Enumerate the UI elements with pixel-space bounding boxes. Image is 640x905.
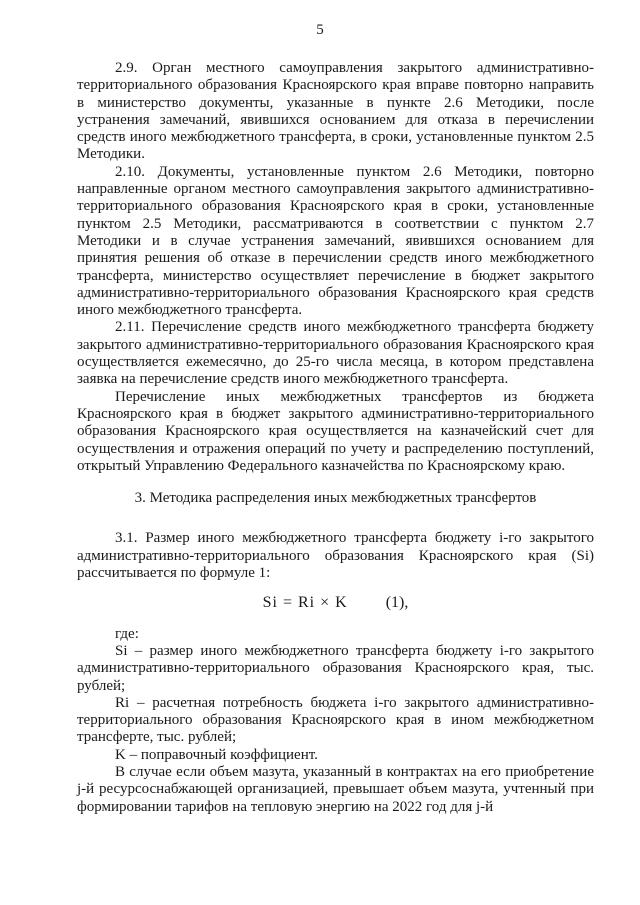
paragraph-3-1: 3.1. Размер иного межбюджетного трансферта бюджету i-го закрытого административно-территориального образования Красноярского края (Si) рассчитывается по формуле 1:	[77, 530, 594, 582]
document-body	[77, 60, 594, 816]
formula-expression: Si = Ri × K	[262, 594, 348, 612]
paragraph-2-11: 2.11. Перечисление средств иного межбюджетного трансферта бюджету закрытого административно-территориального образования Красноярского края осуществляется ежемесячно, до 25-го числа месяца, в котором представлена заявка на перечисление средств иного межбюджетного трансферта.	[77, 319, 594, 388]
formula-1	[77, 594, 594, 611]
definition-si: Si – размер иного межбюджетного трансферта бюджету i-го закрытого административно-территориального образования Красноярского края, тыс. рублей;	[77, 642, 594, 694]
where-label: где:	[115, 625, 139, 642]
paragraph-fuel-oil: В случае если объем мазута, указанный в контрактах на его приобретение j-й ресурсоснабжающей организацией, превышает объем мазута, учтенный при формировании тарифов на тепловую энергию на 2022 год для j-й	[77, 763, 594, 815]
definition-k: K – поправочный коэффициент.	[115, 746, 318, 763]
paragraph-2-9: 2.9. Орган местного самоуправления закрытого административно-территориального образования Красноярского края вправе повторно направить в министерство документы, указанные в пункте 2.6 Методики, после устранения замечаний, явившихся основанием для отказа в перечислении средств иного межбюджетного трансферта, в сроки, установленные пунктом 2.5 Методики.	[77, 60, 594, 163]
paragraph-transfer-account: Перечисление иных межбюджетных трансфертов из бюджета Красноярского края в бюджет закрытого административно-территориального образования Красноярского края осуществляется на казначейский счет для осуществления и отражения операций по учету и распределению поступлений, открытый Управлению Федерального казначейства по Красноярскому краю.	[77, 388, 594, 474]
definition-ri: Ri – расчетная потребность бюджета i-го закрытого административно-территориального образования Красноярского края в ином межбюджетном трансферте, тыс. рублей;	[77, 694, 594, 746]
section-heading: 3. Методика распределения иных межбюджетных трансфертов	[134, 490, 537, 507]
page-number: 5	[316, 22, 324, 38]
paragraph-2-10: 2.10. Документы, установленные пунктом 2.6 Методики, повторно направленные органом местного самоуправления закрытого административно-территориального образования Красноярского края в сроки, установленные пунктом 2.5 Методики, рассматриваются в соответствии с пунктом 2.7 Методики и в случае устранения замечаний, явившихся основанием для принятия решения об отказе в перечислении средств иного межбюджетного трансферта, министерство осуществляет перечисление в бюджет закрытого административно-территориального образования Красноярского края средств иного межбюджетного трансферта.	[77, 163, 594, 319]
formula-number: (1),	[385, 594, 409, 612]
